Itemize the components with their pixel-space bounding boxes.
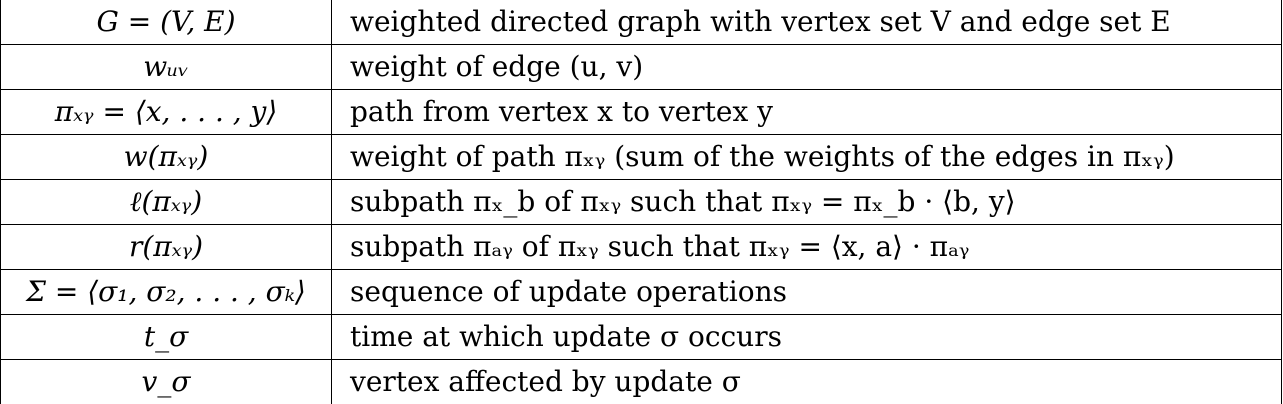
description-cell: sequence of update operations (332, 270, 1282, 315)
table-row (1, 270, 1282, 315)
description-cell: subpath πₐᵧ of πₓᵧ such that πₓᵧ = ⟨x, a⟩ · πₐᵧ (332, 225, 1282, 270)
symbol-cell: r(πₓᵧ) (1, 225, 332, 270)
table-row (1, 45, 1282, 90)
table-row (1, 135, 1282, 180)
symbol-cell: πₓᵧ = ⟨x, . . . , y⟩ (1, 90, 332, 135)
table-row (1, 315, 1282, 360)
description-cell: weight of path πₓᵧ (sum of the weights of the edges in πₓᵧ) (332, 135, 1282, 180)
table-row (1, 180, 1282, 225)
description-cell: time at which update σ occurs (332, 315, 1282, 360)
symbol-cell: w(πₓᵧ) (1, 135, 332, 180)
table-row (1, 0, 1282, 45)
description-cell: weighted directed graph with vertex set V and edge set E (332, 0, 1282, 45)
symbol-cell: v_σ (1, 360, 332, 404)
symbol-cell: ℓ(πₓᵧ) (1, 180, 332, 225)
description-cell: weight of edge (u, v) (332, 45, 1282, 90)
description-cell: subpath πₓ_b of πₓᵧ such that πₓᵧ = πₓ_b · ⟨b, y⟩ (332, 180, 1282, 225)
table-row (1, 90, 1282, 135)
symbol-cell: Σ = ⟨σ₁, σ₂, . . . , σₖ⟩ (1, 270, 332, 315)
description-cell: path from vertex x to vertex y (332, 90, 1282, 135)
symbol-cell: wᵤᵥ (1, 45, 332, 90)
symbol-cell: G = (V, E) (1, 0, 332, 45)
table-row (1, 225, 1282, 270)
symbol-cell: t_σ (1, 315, 332, 360)
table-row (1, 360, 1282, 404)
description-cell: vertex affected by update σ (332, 360, 1282, 404)
